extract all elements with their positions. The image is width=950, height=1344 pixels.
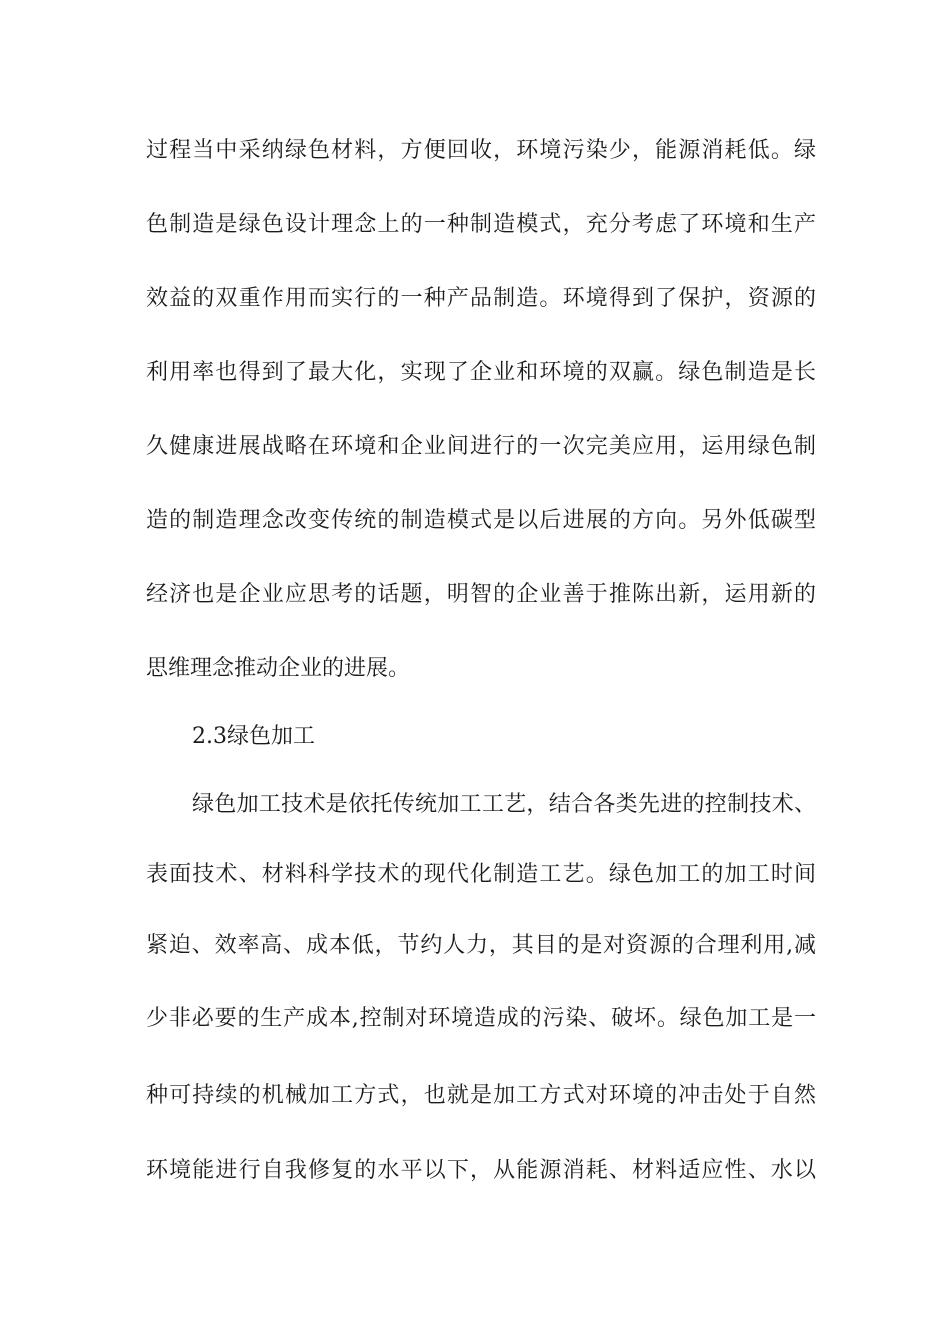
paragraph-1-line-5: 久健康进展战略在环境和企业间进行的一次完美应用，运用绿色制 bbox=[146, 434, 816, 459]
paragraph-2-line-4: 少非必要的生产成本,控制对环境造成的污染、破坏。绿色加工是一 bbox=[146, 1006, 816, 1031]
section-heading: 2.3绿色加工 bbox=[192, 724, 315, 749]
paragraph-2-line-3: 紧迫、效率高、成本低，节约人力，其目的是对资源的合理利用,减 bbox=[146, 933, 816, 958]
paragraph-1-line-7: 经济也是企业应思考的话题，明智的企业善于推陈出新，运用新的 bbox=[146, 582, 816, 607]
paragraph-2-line-6: 环境能进行自我修复的水平以下，从能源消耗、材料适应性、水以 bbox=[146, 1158, 816, 1183]
paragraph-1-line-4: 利用率也得到了最大化，实现了企业和环境的双赢。绿色制造是长 bbox=[146, 360, 816, 385]
paragraph-2-line-1: 绿色加工技术是依托传统加工工艺，结合各类先进的控制技术、 bbox=[192, 792, 816, 817]
paragraph-2-line-2: 表面技术、材料科学技术的现代化制造工艺。绿色加工的加工时间 bbox=[146, 862, 816, 887]
paragraph-1-line-2: 色制造是绿色设计理念上的一种制造模式，充分考虑了环境和生产 bbox=[146, 212, 816, 237]
paragraph-1-line-6: 造的制造理念改变传统的制造模式是以后进展的方向。另外低碳型 bbox=[146, 508, 816, 533]
paragraph-1-line-3: 效益的双重作用而实行的一种产品制造。环境得到了保护，资源的 bbox=[146, 286, 816, 311]
paragraph-1-line-1: 过程当中采纳绿色材料，方便回收，环境污染少，能源消耗低。绿 bbox=[146, 138, 816, 163]
paragraph-2-line-5: 种可持续的机械加工方式，也就是加工方式对环境的冲击处于自然 bbox=[146, 1083, 816, 1108]
paragraph-1-line-8: 思维理念推动企业的进展。 bbox=[146, 656, 411, 681]
